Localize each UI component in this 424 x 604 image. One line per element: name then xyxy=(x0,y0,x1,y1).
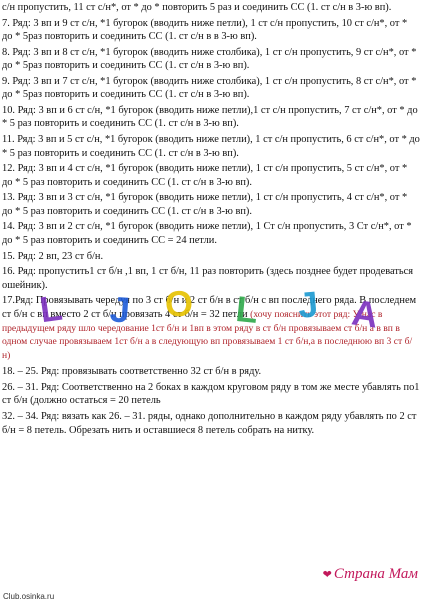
paragraph-text: 13. Ряд: 3 вп и 3 ст с/н, *1 бугорок (вводить ниже петли), 1 ст с/н пропустить, 4 ст с/н*, от * до * 5 раз повторить и соединить СС (1. ст с/н в 3-ю вп). xyxy=(2,192,408,217)
paragraph-text: 16. Ряд: пропустить1 ст б/н ,1 вп, 1 ст б/н, 11 раз повторить (здесь позднее будет продеваться ошейник). xyxy=(2,266,413,291)
paragraph-text: 12. Ряд: 3 вп и 4 ст с/н, *1 бугорок (вводить ниже петли), 1 ст с/н пропустить, 5 ст с/н*, от * до * 5 раз повторить и соединить СС (1. ст с/н в 3-ю вп). xyxy=(2,163,408,188)
paragraph-text: 10. Ряд: 3 вп и 6 ст с/н, *1 бугорок (вводить ниже петли),1 ст с/н пропустить, 7 ст с/н*, от * до * 5 раз повторить и соединить СС (1. ст с/н в 3-ю вп). xyxy=(2,105,418,130)
paragraph-text: 7. Ряд: 3 вп и 9 ст с/н, *1 бугорок (вводить ниже петли), 1 ст с/н пропустить, 10 ст с/н*, от * до * 5раз повторить и соединить СС (1. ст с/н в в 3-ю вп). xyxy=(2,17,408,43)
pattern-row-paragraph xyxy=(2,46,420,73)
site-domain: Club.osinka.ru xyxy=(3,592,55,601)
pattern-row-paragraph xyxy=(2,104,420,131)
paragraph-text: 17.Ряд: Провязывать чередуя по 3 ст б/н и 2 ст б/н в ст б/н с вп последнего ряда. В последнем ст б/н с вп вместо 2 ст б/н провязать 4 ст б/н = 32 петли xyxy=(2,295,417,320)
watermark-letter: A xyxy=(349,291,381,336)
pattern-row-paragraph xyxy=(2,220,420,247)
paragraph-text: с/н пропустить, 11 ст с/н*, от * до * повторить 5 раз и соединить СС (1. ст с/н в 3-ю вп). xyxy=(2,2,392,13)
pattern-row-paragraph xyxy=(2,191,420,218)
heart-icon: ❤ xyxy=(322,569,332,581)
paragraph-text: 14. Ряд: 3 вп и 2 ст с/н, *1 бугорок (вводить ниже петли), 1 Ст с/н пропустить, 3 Ст с/н*, от * до * 5 раз повторить и соединить СС = 24 петли. xyxy=(2,221,412,246)
pattern-row-paragraph xyxy=(2,1,420,14)
pattern-row-paragraph xyxy=(2,250,420,263)
paragraph-text: 18. – 25. Ряд: провязывать соответственно 32 ст б/н в ряду. xyxy=(2,366,262,378)
pattern-row-paragraph xyxy=(2,17,420,44)
pattern-row-paragraph xyxy=(2,365,420,378)
paragraph-text: 11. Ряд: 3 вп и 5 ст с/н, *1 бугорок (вводить ниже петли), 1 ст с/н пропустить, 6 ст с/н*, от * до * 5 раз повторить и соединить СС (1. ст с/н в 3-ю вп). xyxy=(2,134,420,159)
pattern-row-paragraph xyxy=(2,381,420,408)
pattern-row-paragraph xyxy=(2,75,420,102)
pattern-row-paragraph xyxy=(2,162,420,189)
logo-text: Страна Мам xyxy=(333,566,418,582)
watermark-letter: J xyxy=(296,283,320,326)
watermark-letter: J xyxy=(108,288,132,331)
strana-mam-logo xyxy=(323,566,418,583)
pattern-row-paragraph xyxy=(2,265,420,292)
watermark-letter: O xyxy=(163,282,195,325)
paragraph-text: 15. Ряд: 2 вп, 23 ст б/н. xyxy=(2,250,104,262)
explanation-note: (хочу пояснить этот ряд: У нас в предыдущем ряду шло чередование 1ст б/н и 1вп в этом ряду в ст б/н провязываем ст б/н а в вп в одном случае провязываем 1ст б/н а в следующую вп провязываем 1 ст б/н,а в последнюю вп 3 ст б/н) xyxy=(2,308,413,362)
paragraph-text: 32. – 34. Ряд: вязать как 26. – 31. ряды, однако дополнительно в каждом ряду убавлять по 2 ст б/н = 8 петель. Обрезать нить и оставшиеся 8 петель собрать на нитку. xyxy=(2,411,417,436)
watermark-letter: L xyxy=(37,286,65,331)
paragraph-text: 26. – 31. Ряд: Соответственно на 2 боках в каждом круговом ряду в том же месте убавлять по1 ст б/н (должно остаться = 20 петель xyxy=(2,381,420,407)
paragraph-text: 9. Ряд: 3 вп и 7 ст с/н, *1 бугорок (вводить ниже столбика), 1 ст с/н пропустить, 8 ст с/н*, от * до * 5раз повторить и соединить СС (1. ст с/н в 3-ю вп). xyxy=(2,75,417,101)
pattern-row-paragraph xyxy=(2,410,420,437)
pattern-row-paragraph xyxy=(2,133,420,160)
instruction-text xyxy=(2,1,420,439)
watermark-letter: L xyxy=(233,287,261,332)
paragraph-text: 8. Ряд: 3 вп и 8 ст с/н, *1 бугорок (вводить ниже столбика), 1 ст с/н пропустить, 9 ст с/н*, от * до * 5раз повторить и соединить СС (1. ст с/н в 3-ю вп). xyxy=(2,46,417,72)
